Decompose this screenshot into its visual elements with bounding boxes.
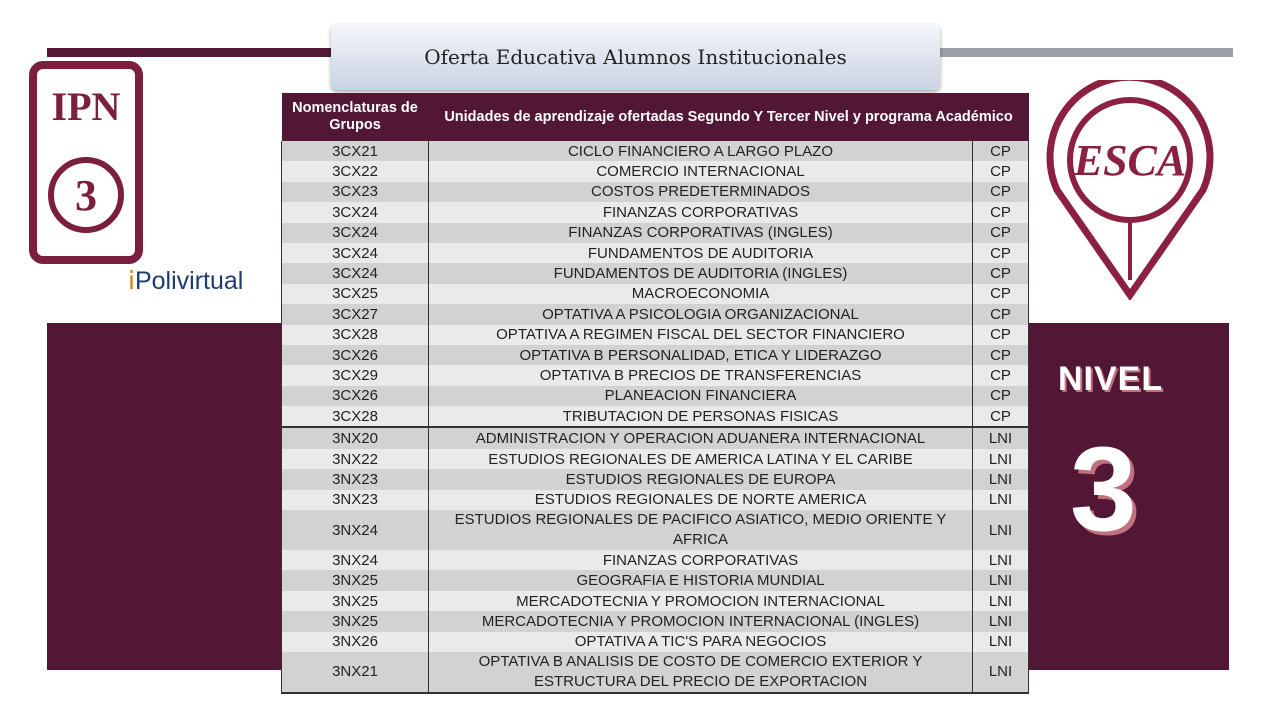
program: CP <box>973 182 1029 202</box>
program: CP <box>973 202 1029 222</box>
course-name: MERCADOTECNIA Y PROMOCION INTERNACIONAL (INGLES) <box>429 611 973 631</box>
table-row <box>282 449 1029 469</box>
course-name: OPTATIVA B PERSONALIDAD, ETICA Y LIDERAZGO <box>429 345 973 365</box>
header-units: Unidades de aprendizaje ofertadas Segundo Y Tercer Nivel y programa Académico <box>429 93 1029 141</box>
table-row <box>282 652 1029 693</box>
svg-text:IPN: IPN <box>51 84 121 129</box>
course-name: OPTATIVA A PSICOLOGIA ORGANIZACIONAL <box>429 304 973 324</box>
course-name: CICLO FINANCIERO A LARGO PLAZO <box>429 141 973 161</box>
course-name: OPTATIVA B ANALISIS DE COSTO DE COMERCIO EXTERIOR Y ESTRUCTURA DEL PRECIO DE EXPORTACION <box>429 652 973 693</box>
table-row <box>282 223 1029 243</box>
program: LNI <box>973 652 1029 693</box>
table-row <box>282 325 1029 345</box>
group-code: 3NX21 <box>282 652 429 693</box>
nivel-number: 3 <box>1070 422 1137 556</box>
group-code: 3CX24 <box>282 223 429 243</box>
program: LNI <box>973 591 1029 611</box>
table-row <box>282 570 1029 590</box>
course-name: OPTATIVA A REGIMEN FISCAL DEL SECTOR FINANCIERO <box>429 325 973 345</box>
table-row <box>282 632 1029 652</box>
group-code: 3NX23 <box>282 469 429 489</box>
course-name: OPTATIVA B PRECIOS DE TRANSFERENCIAS <box>429 365 973 385</box>
top-line-maroon <box>47 48 337 57</box>
course-name: ADMINISTRACION Y OPERACION ADUANERA INTERNACIONAL <box>429 427 973 448</box>
program: CP <box>973 284 1029 304</box>
table-row <box>282 345 1029 365</box>
table-row <box>282 304 1029 324</box>
program: LNI <box>973 510 1029 550</box>
group-code: 3CX25 <box>282 284 429 304</box>
group-code: 3CX28 <box>282 325 429 345</box>
courses-table <box>281 93 1029 694</box>
table-row <box>282 611 1029 631</box>
course-name: FINANZAS CORPORATIVAS (INGLES) <box>429 223 973 243</box>
group-code: 3CX26 <box>282 386 429 406</box>
table-row <box>282 591 1029 611</box>
course-name: ESTUDIOS REGIONALES DE PACIFICO ASIATICO, MEDIO ORIENTE Y AFRICA <box>429 510 973 550</box>
program: CP <box>973 345 1029 365</box>
course-name: COSTOS PREDETERMINADOS <box>429 182 973 202</box>
course-name: COMERCIO INTERNACIONAL <box>429 161 973 181</box>
program: LNI <box>973 449 1029 469</box>
program: LNI <box>973 550 1029 570</box>
group-code: 3CX26 <box>282 345 429 365</box>
program: LNI <box>973 490 1029 510</box>
group-code: 3CX28 <box>282 406 429 427</box>
table-row <box>282 365 1029 385</box>
program: LNI <box>973 469 1029 489</box>
table-row <box>282 550 1029 570</box>
course-name: ESTUDIOS REGIONALES DE AMERICA LATINA Y EL CARIBE <box>429 449 973 469</box>
course-name: MACROECONOMIA <box>429 284 973 304</box>
table-row <box>282 510 1029 550</box>
table-row <box>282 263 1029 283</box>
program: LNI <box>973 632 1029 652</box>
group-code: 3CX27 <box>282 304 429 324</box>
program: LNI <box>973 611 1029 631</box>
group-code: 3NX22 <box>282 449 429 469</box>
table-row <box>282 243 1029 263</box>
program: CP <box>973 406 1029 427</box>
group-code: 3NX20 <box>282 427 429 448</box>
program: CP <box>973 325 1029 345</box>
table-row <box>282 202 1029 222</box>
page-title: Oferta Educativa Alumnos Institucionales <box>331 24 940 90</box>
table-row <box>282 141 1029 161</box>
table-row <box>282 386 1029 406</box>
svg-text:3: 3 <box>75 171 97 220</box>
course-name: MERCADOTECNIA Y PROMOCION INTERNACIONAL <box>429 591 973 611</box>
group-code: 3CX23 <box>282 182 429 202</box>
group-code: 3NX24 <box>282 550 429 570</box>
program: CP <box>973 304 1029 324</box>
course-name: TRIBUTACION DE PERSONAS FISICAS <box>429 406 973 427</box>
group-code: 3NX25 <box>282 591 429 611</box>
course-name: FUNDAMENTOS DE AUDITORIA <box>429 243 973 263</box>
table-row <box>282 182 1029 202</box>
program: LNI <box>973 570 1029 590</box>
course-name: FINANZAS CORPORATIVAS <box>429 550 973 570</box>
group-code: 3CX24 <box>282 263 429 283</box>
group-code: 3NX24 <box>282 510 429 550</box>
program: LNI <box>973 427 1029 448</box>
polivirtual-logo: ⅰPolivirtual <box>128 267 244 295</box>
svg-text:ESCA: ESCA <box>1073 136 1187 185</box>
group-code: 3CX21 <box>282 141 429 161</box>
nivel-label: NIVEL <box>1058 360 1164 398</box>
table-row <box>282 469 1029 489</box>
top-line-gray <box>935 48 1233 57</box>
course-name: GEOGRAFIA E HISTORIA MUNDIAL <box>429 570 973 590</box>
program: CP <box>973 386 1029 406</box>
table-row <box>282 406 1029 427</box>
course-name: FINANZAS CORPORATIVAS <box>429 202 973 222</box>
group-code: 3CX24 <box>282 202 429 222</box>
group-code: 3CX24 <box>282 243 429 263</box>
program: CP <box>973 263 1029 283</box>
group-code: 3NX25 <box>282 611 429 631</box>
program: CP <box>973 141 1029 161</box>
group-code: 3NX25 <box>282 570 429 590</box>
program: CP <box>973 243 1029 263</box>
esca-logo <box>1045 80 1215 300</box>
table-row <box>282 427 1029 448</box>
header-groups: Nomenclaturas de Grupos <box>282 93 429 141</box>
course-name: ESTUDIOS REGIONALES DE NORTE AMERICA <box>429 490 973 510</box>
group-code: 3NX26 <box>282 632 429 652</box>
group-code: 3NX23 <box>282 490 429 510</box>
table-row <box>282 161 1029 181</box>
table-row <box>282 490 1029 510</box>
program: CP <box>973 161 1029 181</box>
course-name: OPTATIVA A TIC'S PARA NEGOCIOS <box>429 632 973 652</box>
course-name: FUNDAMENTOS DE AUDITORIA (INGLES) <box>429 263 973 283</box>
group-code: 3CX29 <box>282 365 429 385</box>
group-code: 3CX22 <box>282 161 429 181</box>
course-name: ESTUDIOS REGIONALES DE EUROPA <box>429 469 973 489</box>
table-row <box>282 284 1029 304</box>
ipn-logo <box>25 60 147 265</box>
program: CP <box>973 223 1029 243</box>
course-name: PLANEACION FINANCIERA <box>429 386 973 406</box>
program: CP <box>973 365 1029 385</box>
